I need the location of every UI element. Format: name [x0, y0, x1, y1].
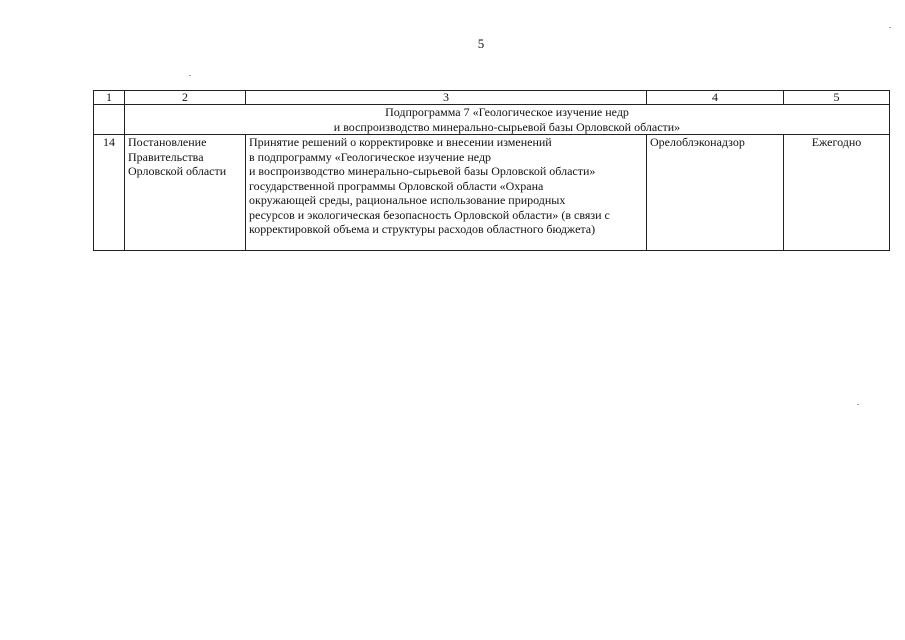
description-line: ресурсов и экологическая безопасность Орловской области» (в связи с	[249, 207, 610, 222]
subprogram-title-line: Подпрограмма 7 «Геологическое изучение недр	[385, 105, 629, 119]
column-number-1: 1	[94, 91, 125, 105]
description-cell	[246, 135, 647, 251]
subprogram-title-line: и воспроизводство минерально-сырьевой базы Орловской области»	[333, 119, 681, 134]
document-line: Постановление	[128, 135, 207, 149]
column-number-5: 5	[784, 91, 890, 105]
plan-table	[93, 90, 890, 251]
subprogram-row	[94, 105, 890, 135]
column-number-3: 3	[246, 91, 647, 105]
table-row	[94, 135, 890, 251]
column-number-4: 4	[647, 91, 784, 105]
description-line: и воспроизводство минерально-сырьевой базы Орловской области»	[249, 164, 596, 178]
scan-speck	[857, 404, 859, 405]
description-line: государственной программы Орловской области «Охрана	[249, 178, 544, 193]
description-line: корректировкой объема и структуры расходов областного бюджета)	[249, 222, 596, 236]
period-cell: Ежегодно	[784, 135, 890, 251]
description-line: Принятие решений о корректировке и внесении изменений	[249, 135, 552, 149]
page-number: 5	[477, 36, 485, 51]
document-line: Правительства	[128, 149, 204, 164]
document-cell	[125, 135, 246, 251]
scan-speck	[189, 75, 191, 76]
subprogram-title	[125, 105, 890, 135]
column-number-row	[94, 91, 890, 105]
subprogram-empty-cell	[94, 105, 125, 135]
row-number: 14	[94, 135, 125, 251]
description-line: окружающей среды, рациональное использование природных	[249, 193, 566, 207]
scan-speck	[889, 27, 891, 28]
description-line: в подпрограмму «Геологическое изучение недр	[249, 149, 492, 164]
responsible-cell: Орелоблэконадзор	[647, 135, 784, 251]
document-line: Орловской области	[128, 164, 227, 178]
column-number-2: 2	[125, 91, 246, 105]
